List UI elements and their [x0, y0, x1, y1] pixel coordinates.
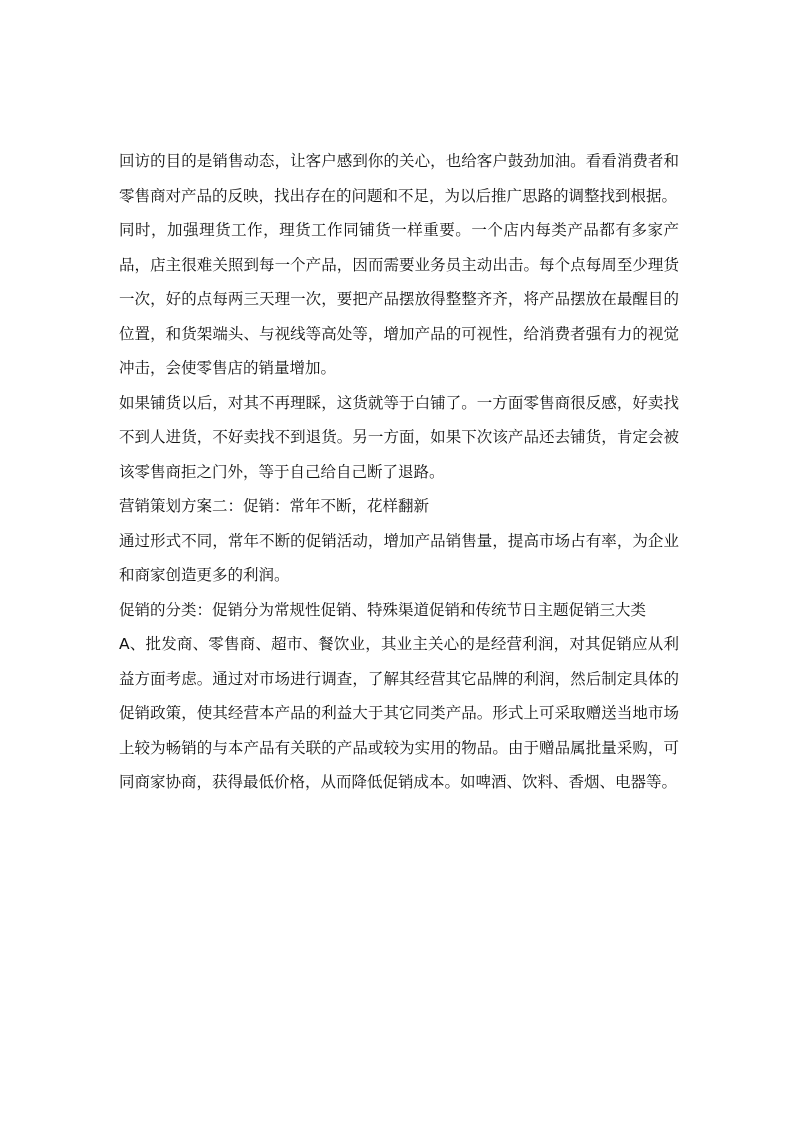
paragraph-promotion-types: 促销的分类：促销分为常规性促销、特殊渠道促销和传统节日主题促销三大类 [119, 600, 647, 619]
paragraph-merchandising: 同时，加强理货工作，理货工作同铺货一样重要。一个店内每类产品都有多家产品，店主很难关照到每一个产品，因而需要业务员主动出击。每个点每周至少理货一次，好的点每两三天理一次，要把产品摆放得整整齐齐，将产品摆放在最醒目的位置，和货架端头、与视线等高处等，增加产品的可视性，给消费者强有力的视觉冲击，会使零售店的销量增加。 [119, 221, 679, 377]
section-heading-plan-two: 营销策划方案二：促销：常年不断，花样翻新 [119, 497, 430, 515]
paragraph-return-visit: 回访的目的是销售动态，让客户感到你的关心，也给客户鼓劲加油。看看消费者和零售商对产品的反映，找出存在的问题和不足，为以后推广思路的调整找到根据。 [119, 152, 679, 205]
document-body [119, 144, 679, 800]
paragraph-promotion-goal: 通过形式不同，常年不断的促销活动，增加产品销售量，提高市场占有率，为企业和商家创造更多的利润。 [119, 531, 679, 584]
paragraph-follow-up: 如果铺货以后，对其不再理睬，这货就等于白铺了。一方面零售商很反感，好卖找不到人进货，不好卖找不到退货。另一方面，如果下次该产品还去铺货，肯定会被该零售商拒之门外，等于自己给自己断了退路。 [119, 393, 679, 481]
paragraph-dealer-promotion: A、批发商、零售商、超市、餐饮业，其业主关心的是经营利润，对其促销应从利益方面考虑。通过对市场进行调查，了解其经营其它品牌的利润，然后制定具体的促销政策，使其经营本产品的利益大于其它同类产品。形式上可采取赠送当地市场上较为畅销的与本产品有关联的产品或较为实用的物品。由于赠品属批量采购，可同商家协商，获得最低价格，从而降低促销成本。如啤酒、饮料、香烟、电器等。 [119, 635, 679, 791]
